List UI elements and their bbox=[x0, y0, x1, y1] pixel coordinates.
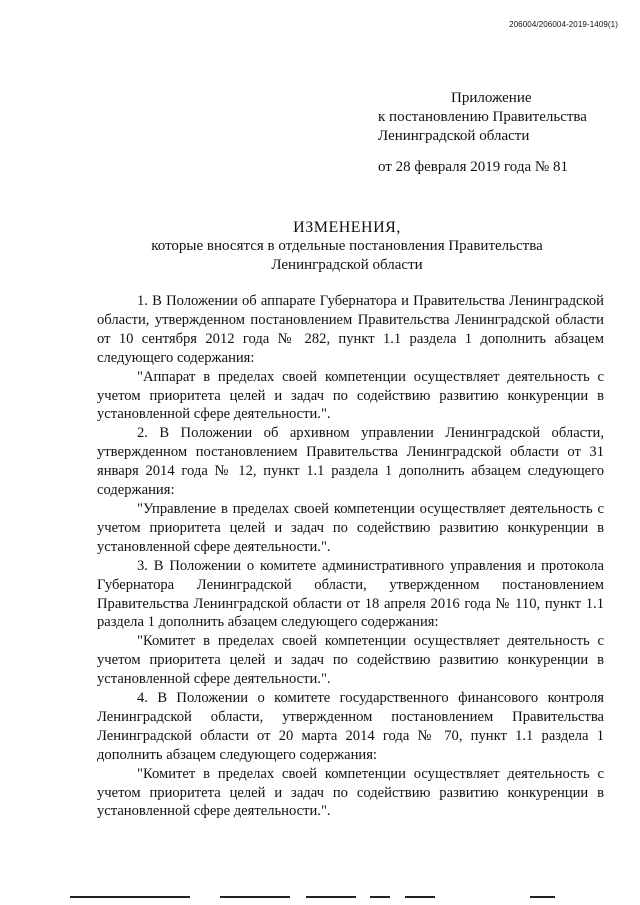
paragraph-4: 4. В Положении о комитете государственного финансового контроля Ленинградской области, утвержденном постановлением Правительства Ленинградской области от 20 марта 2014 года № 70, пункт 1.1 раздела 1 дополнить абзацем следующего содержания: bbox=[97, 690, 604, 763]
document-subtitle-line2: Ленинградской области bbox=[271, 257, 423, 273]
appendix-region: Ленинградской области bbox=[378, 128, 530, 144]
appendix-date-number: от 28 февраля 2019 года № 81 bbox=[378, 159, 568, 175]
paragraph-3: 3. В Положении о комитете административного управления и протокола Губернатора Ленинградской области, утвержденном постановлением Правительства Ленинградской области от 18 апреля 2016 года № 110, пункт 1.1 раздела 1 дополнить абзацем следующего содержания: bbox=[97, 557, 604, 631]
quote-1: "Аппарат в пределах своей компетенции осуществляет деятельность с учетом приоритета целей и задач по содействию развитию конкуренции в установленной сфере деятельности.". bbox=[97, 368, 604, 423]
document-title-block bbox=[97, 218, 597, 275]
paragraph-2: 2. В Положении об архивном управлении Ленинградской области, утвержденном постановлением Правительства Ленинградской области от 31 января 2014 года № 12, пункт 1.1 раздела 1 дополнить абзацем следующего содержания: bbox=[97, 425, 604, 499]
quote-2: "Управление в пределах своей компетенции осуществляет деятельность с учетом приоритета целей и задач по содействию развитию конкуренции в установленной сфере деятельности.". bbox=[97, 500, 604, 555]
document-title: ИЗМЕНЕНИЯ, bbox=[293, 219, 401, 236]
document-body bbox=[97, 292, 604, 821]
appendix-resolution-ref: к постановлению Правительства bbox=[378, 109, 587, 125]
cropped-footer-marks bbox=[70, 896, 630, 902]
document-id: 206004/206004-2019-1409(1) bbox=[509, 20, 618, 29]
quote-3: "Комитет в пределах своей компетенции осуществляет деятельность с учетом приоритета целей и задач по содействию развитию конкуренции в установленной сфере деятельности.". bbox=[97, 633, 604, 688]
quote-4: "Комитет в пределах своей компетенции осуществляет деятельность с учетом приоритета целей и задач по содействию развитию конкуренции в установленной сфере деятельности.". bbox=[97, 765, 604, 820]
appendix-label: Приложение bbox=[451, 90, 532, 106]
document-subtitle-line1: которые вносятся в отдельные постановления Правительства bbox=[151, 238, 543, 254]
paragraph-1: 1. В Положении об аппарате Губернатора и Правительства Ленинградской области, утвержденном постановлением Правительства Ленинградской области от 10 сентября 2012 года № 282, пункт 1.1 раздела 1 дополнить абзацем следующего содержания: bbox=[97, 293, 604, 366]
appendix-header bbox=[378, 89, 587, 177]
